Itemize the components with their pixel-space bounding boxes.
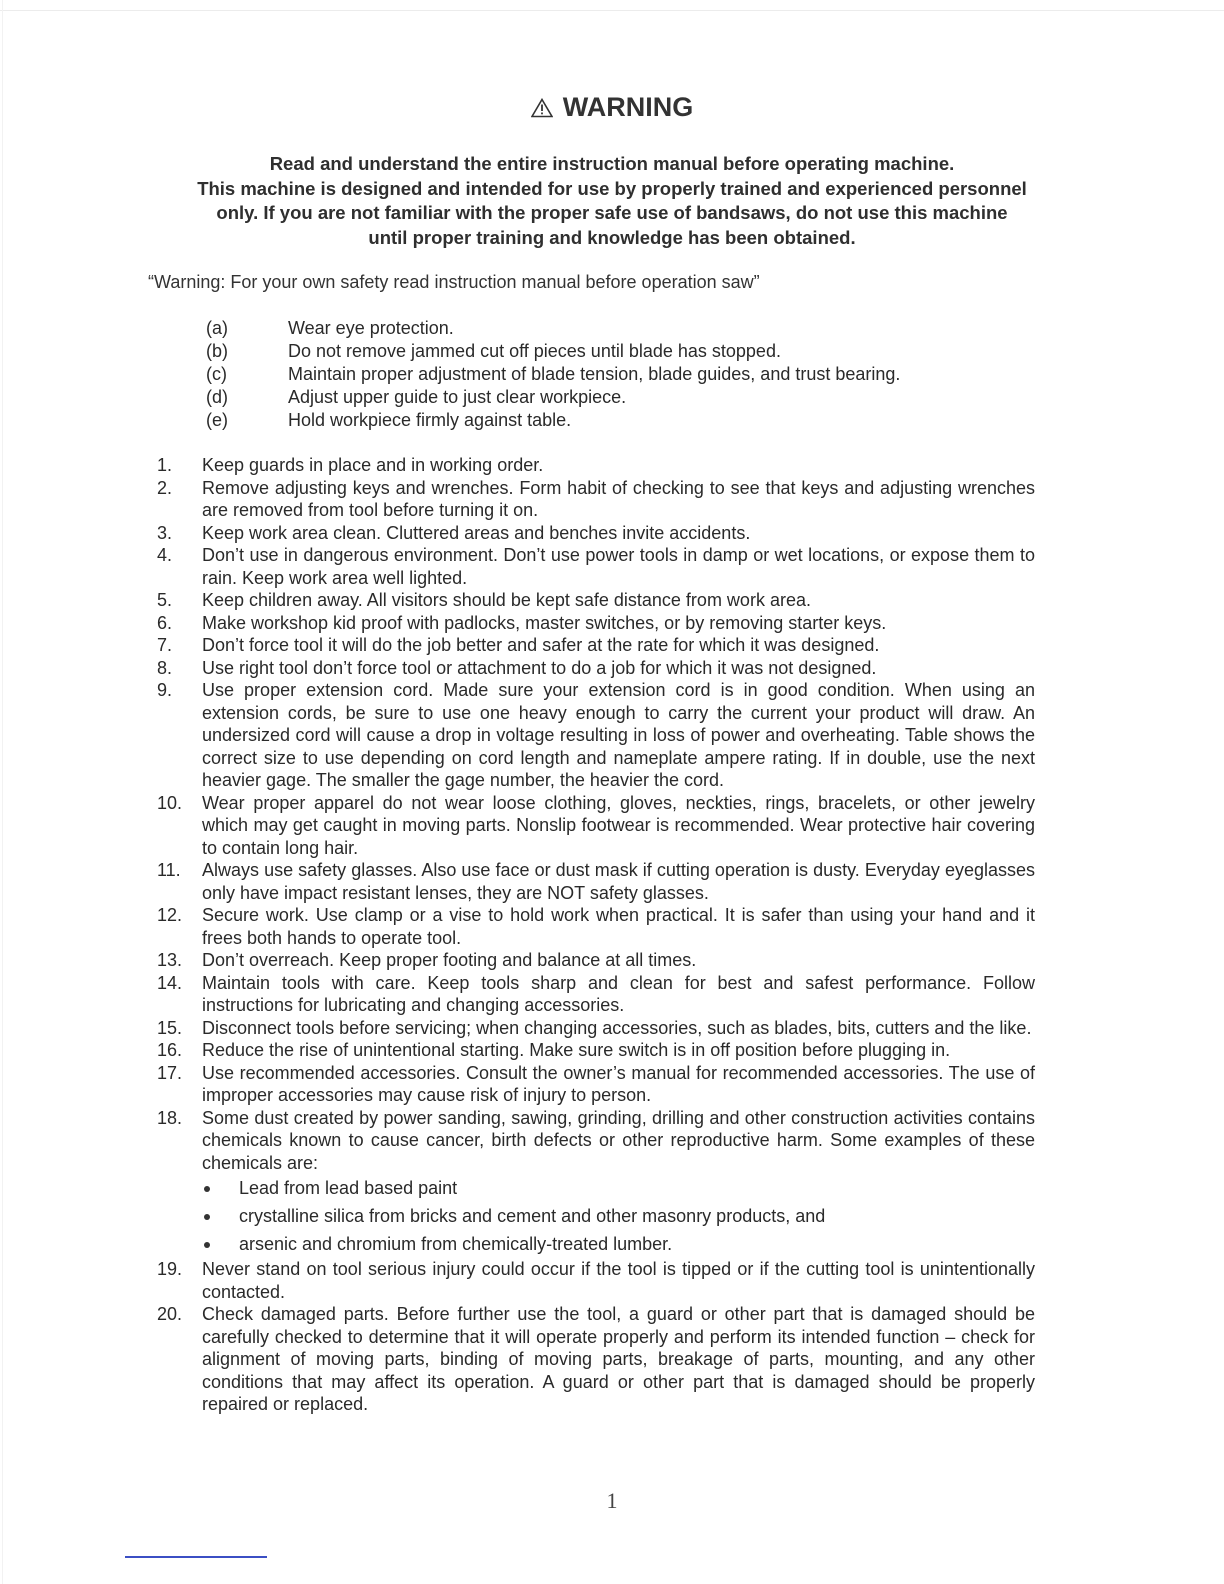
rule-number: 14.	[157, 972, 183, 993]
letter-text: Do not remove jammed cut off pieces until blade has stopped.	[288, 341, 781, 361]
rule-item	[155, 1107, 1035, 1175]
rule-item	[155, 792, 1035, 860]
rule-text: Remove adjusting keys and wrenches. Form habit of checking to see that keys and adjusting wrenches are removed from tool before turning it on.	[202, 477, 1035, 520]
rule-text: Wear proper apparel do not wear loose clothing, gloves, neckties, rings, bracelets, or other jewelry which may get caught in moving parts. Nonslip footwear is recommended. Wear protective hair covering to contain long hair.	[202, 792, 1035, 858]
rule-item	[155, 904, 1035, 949]
rule-text: Use right tool don’t force tool or attachment to do a job for which it was not designed.	[202, 657, 877, 678]
rule-number: 20.	[157, 1304, 183, 1324]
letter-label: (b)	[206, 341, 228, 361]
rule-item	[155, 657, 1035, 680]
intro-paragraph	[130, 152, 1094, 250]
letter-item	[206, 340, 1106, 363]
rule-number: 7.	[157, 635, 173, 655]
warning-heading	[0, 92, 1224, 125]
letter-item	[206, 386, 1106, 409]
rule-number: 19.	[157, 1259, 183, 1279]
rule-number: 1.	[157, 455, 173, 475]
letter-text: Hold workpiece firmly against table.	[288, 410, 572, 430]
rule-text: Maintain tools with care. Keep tools sharp and clean for best and safest performance. Follow instructions for lubricating and changing accessories.	[202, 972, 1035, 1015]
rule-item	[155, 612, 1035, 635]
letter-label: (e)	[206, 410, 228, 430]
rule-text: Make workshop kid proof with padlocks, master switches, or by removing starter keys.	[202, 612, 887, 633]
scan-edge-top	[0, 10, 1224, 11]
rule-number: 2.	[157, 477, 173, 498]
numbered-rules-list	[155, 454, 1035, 1416]
rule-text: Check damaged parts. Before further use the tool, a guard or other part that is damaged should be carefully checked to determine that it will operate properly and perform its intended function – check for alignment of moving parts, binding of moving parts, breakage of parts, mounting, and any other conditions that may affect its operation. A guard or other part that is damaged should be properly repaired or replaced.	[202, 1304, 1035, 1414]
rule-number: 4.	[157, 545, 173, 565]
warning-triangle-icon	[531, 94, 553, 125]
bullet-dot-icon	[204, 1242, 210, 1248]
letter-label: (c)	[206, 364, 227, 384]
rule-text: Some dust created by power sanding, sawing, grinding, drilling and other construction activities contains chemicals known to cause cancer, birth defects or other reproductive harm. Some examples of these chemicals are:	[202, 1107, 1035, 1173]
bullet-text: crystalline silica from bricks and cement and other masonry products, and	[239, 1206, 826, 1226]
rule-number: 5.	[157, 590, 173, 610]
rule-item	[155, 454, 1035, 477]
rule-text: Use recommended accessories. Consult the owner’s manual for recommended accessories. The use of improper accessories may cause risk of injury to person.	[202, 1062, 1035, 1105]
rule-item	[155, 522, 1035, 545]
rule-text: Keep work area clean. Cluttered areas and benches invite accidents.	[202, 522, 751, 543]
rule-text: Keep children away. All visitors should be kept safe distance from work area.	[202, 590, 811, 610]
rule-item	[155, 1258, 1035, 1303]
rule-text: Never stand on tool serious injury could occur if the tool is tipped or if the cutting tool is unintentionally contacted.	[202, 1259, 1035, 1302]
rule-number: 10.	[157, 792, 183, 813]
rule-item	[155, 477, 1035, 522]
rule-item	[155, 949, 1035, 972]
rule-item	[155, 679, 1035, 792]
letter-text: Wear eye protection.	[288, 318, 454, 338]
rule-number: 15.	[157, 1017, 183, 1038]
rule-number: 13.	[157, 950, 183, 970]
rule-number: 18.	[157, 1107, 183, 1128]
rule-item	[155, 589, 1035, 612]
rule-number: 3.	[157, 522, 173, 543]
rule-text: Always use safety glasses. Also use face or dust mask if cutting operation is dusty. Everyday eyeglasses only have impact resistant lenses, they are NOT safety glasses.	[202, 860, 1035, 903]
bullet-dot-icon	[204, 1186, 210, 1192]
intro-line: until proper training and knowledge has been obtained.	[368, 226, 856, 248]
bullet-text: arsenic and chromium from chemically-treated lumber.	[239, 1234, 673, 1254]
rule-item	[155, 1017, 1035, 1040]
bullet-item	[155, 1230, 1035, 1258]
bullet-text: Lead from lead based paint	[239, 1178, 458, 1198]
letter-text: Maintain proper adjustment of blade tension, blade guides, and trust bearing.	[288, 364, 901, 384]
warning-title: WARNING	[562, 92, 694, 122]
rule-text: Don’t overreach. Keep proper footing and balance at all times.	[202, 950, 697, 970]
letter-label: (a)	[206, 318, 228, 338]
rule-text: Disconnect tools before servicing; when changing accessories, such as blades, bits, cutters and the like.	[202, 1017, 1032, 1038]
rule-text: Use proper extension cord. Made sure your extension cord is in good condition. When using an extension cords, be sure to use one heavy enough to carry the current your product will draw. An undersized cord will cause a drop in voltage resulting in loss of power and overheating. Table shows the correct size to use depending on cord length and nameplate ampere rating. If in double, use the next heavier gage. The smaller the gage number, the heavier the cord.	[202, 680, 1035, 790]
intro-line: only. If you are not familiar with the proper safe use of bandsaws, do not use this machine	[216, 202, 1008, 223]
rule-number: 6.	[157, 612, 173, 633]
bullet-list	[155, 1174, 1035, 1258]
rule-item	[155, 544, 1035, 589]
rule-item	[155, 1303, 1035, 1416]
letter-label: (d)	[206, 387, 228, 407]
rule-number: 11.	[157, 860, 181, 880]
page-number: 1	[606, 1488, 618, 1513]
warning-quote: “Warning: For your own safety read instruction manual before operation saw”	[148, 272, 760, 292]
rule-number: 12.	[157, 905, 183, 925]
rule-item	[155, 859, 1035, 904]
intro-line: Read and understand the entire instruction manual before operating machine.	[269, 153, 955, 174]
rule-number: 8.	[157, 657, 173, 678]
rule-text: Keep guards in place and in working order.	[202, 455, 544, 475]
bullet-item	[155, 1202, 1035, 1230]
rule-text: Don’t force tool it will do the job better and safer at the rate for which it was designed.	[202, 635, 880, 655]
rule-item	[155, 634, 1035, 657]
rule-text: Secure work. Use clamp or a vise to hold work when practical. It is safer than using your hand and it frees both hands to operate tool.	[202, 905, 1035, 948]
bullet-item	[155, 1174, 1035, 1202]
letter-item	[206, 409, 1106, 432]
rule-number: 16.	[157, 1040, 183, 1060]
rule-item	[155, 972, 1035, 1017]
letter-item	[206, 363, 1106, 386]
intro-line: This machine is designed and intended for use by properly trained and experienced personnel	[197, 177, 1027, 199]
bullet-dot-icon	[204, 1214, 210, 1220]
footer-line	[125, 1556, 267, 1558]
lettered-list	[206, 317, 1106, 432]
rule-number: 9.	[157, 680, 173, 700]
rule-item	[155, 1039, 1035, 1062]
rule-item	[155, 1062, 1035, 1107]
letter-item	[206, 317, 1106, 340]
rule-number: 17.	[157, 1062, 183, 1083]
rule-text: Reduce the rise of unintentional starting. Make sure switch is in off position before plugging in.	[202, 1040, 951, 1060]
rule-text: Don’t use in dangerous environment. Don’t use power tools in damp or wet locations, or expose them to rain. Keep work area well lighted.	[202, 545, 1035, 588]
letter-text: Adjust upper guide to just clear workpiece.	[288, 387, 627, 407]
scan-edge-left	[2, 0, 3, 1584]
